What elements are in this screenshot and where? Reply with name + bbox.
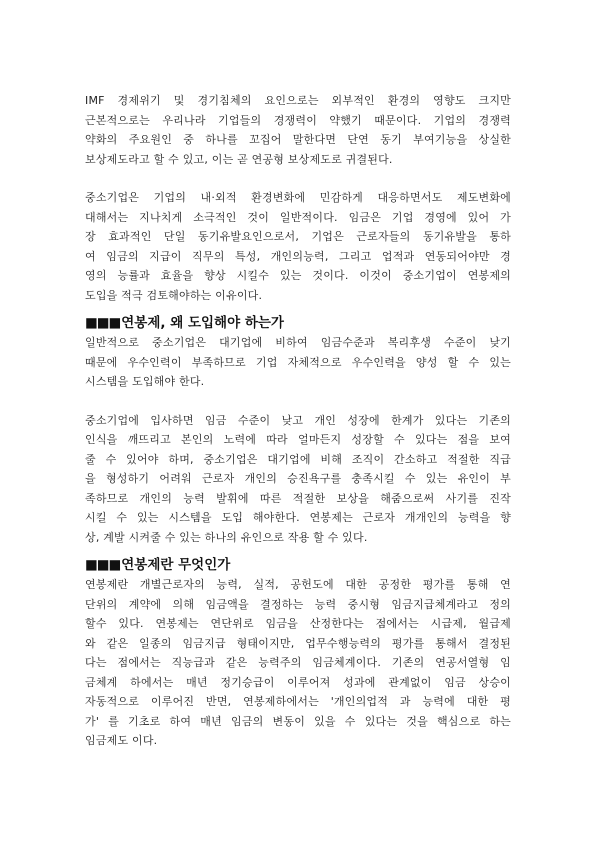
text-line: 시스템을 도입해야 한다.: [85, 375, 205, 388]
text-line: 연봉제란 개별근로자의 능력, 실적, 공헌도에 대한 공정한 평가를 통해 연: [85, 578, 511, 591]
text-line: 인식을 깨뜨리고 본인의 노력에 따라 얼마든지 성장할 수 있다는 점을 보여: [85, 433, 511, 446]
text-line: 영의 능률과 효율을 향상 시킬수 있는 것이다. 이것이 중소기업이 연봉제의: [85, 269, 511, 282]
section-title: 연봉제란 무엇인가: [121, 557, 231, 573]
text-line: 자동적으로 이루어진 반면, 연봉제하에서는 '개인의업적 과 능력에 대한 평: [85, 695, 511, 708]
text-line: 임금제도 이다.: [85, 734, 158, 747]
text-line: 보상제도라고 할 수 있고, 이는 곧 연공형 보상제도로 귀결된다.: [85, 152, 393, 166]
text-line: 상, 계발 시켜줄 수 있는 하나의 유인으로 작용 할 수 있다.: [85, 530, 368, 544]
text-line: 단위의 계약에 의해 임금액을 결정하는 능력 중시형 임금지급체계라고 정의: [85, 597, 511, 611]
text-line: 다는 점에서는 직능급과 같은 능력주의 임금체계이다. 기존의 연공서열형 임: [85, 656, 511, 669]
section-heading-why-adopt: [85, 313, 511, 333]
text-line: 금체계 하에서는 매년 정기승급이 이루어져 성과에 관계없이 임금 상승이: [85, 675, 511, 689]
text-line: IMF 경제위기 및 경기침체의 요인으로는 외부적인 환경의 영향도 크지만: [85, 94, 511, 107]
intro-paragraph-1: [85, 91, 511, 169]
text-line: 여 임금의 지급이 직무의 특성, 개인의능력, 그리고 업적과 연동되어야만 경: [85, 249, 511, 263]
text-line: 줄 수 있어야 하며, 중소기업은 대기업에 비해 조직이 간소하고 적절한 직급: [85, 452, 511, 466]
text-line: 시킬 수 있는 시스템을 도입 해야한다. 연봉제는 근로자 개개인의 능력을 향: [85, 511, 511, 524]
text-line: 중소기업은 기업의 내·외적 환경변화에 민감하게 대응하면서도 제도변화에: [85, 191, 511, 204]
text-line: 중소기업에 입사하면 임금 수준이 낮고 개인 성장에 한계가 있다는 기존의: [85, 413, 511, 427]
section-heading-what-is: [85, 555, 511, 575]
text-line: 와 같은 일종의 임금지급 형태이지만, 업무수행능력의 평가를 통해서 결정된: [85, 636, 511, 650]
text-line: 을 형성하기 어려워 근로자 개인의 승진욕구를 충족시킬 수 있는 유인이 부: [85, 472, 511, 485]
text-line: 가' 를 기초로 하여 매년 임금의 변동이 있을 수 있다는 것을 핵심으로 하는: [85, 714, 511, 728]
section-title: 연봉제, 왜 도입해야 하는가: [121, 315, 284, 331]
text-line: 근본적으로는 우리나라 기업들의 경쟁력이 약했기 때문이다. 기업의 경쟁력: [85, 113, 511, 127]
text-line: 도입을 적극 검토해야하는 이유이다.: [85, 288, 263, 302]
text-line: 일반적으로 중소기업은 대기업에 비하여 임금수준과 복리후생 수준이 낮기: [85, 336, 511, 349]
text-line: 때문에 우수인력이 부족하므로 기업 자체적으로 우수인력을 양성 할 수 있는: [85, 355, 511, 369]
section1-paragraph-2: [85, 411, 511, 548]
text-line: 대해서는 지나치게 소극적인 것이 일반적이다. 임금은 기업 경영에 있어 가: [85, 210, 511, 224]
text-line: 약화의 주요원인 중 하나를 꼬집어 말한다면 단연 동기 부여기능을 상실한: [85, 133, 511, 146]
text-line: 족하므로 개인의 능력 발휘에 따른 적절한 보상을 해줌으로써 사기를 진작: [85, 491, 511, 505]
intro-paragraph-2: [85, 188, 511, 305]
text-line: 할수 있다. 연봉제는 연단위로 임금을 산정한다는 점에서는 시급제, 월급제: [85, 617, 511, 630]
bullet-squares-icon: ■■■: [85, 315, 121, 331]
bullet-squares-icon: ■■■: [85, 557, 121, 573]
section2-paragraph-1: [85, 575, 511, 751]
document-page: [85, 91, 511, 751]
text-line: 장 효과적인 단일 동기유발요인으로서, 기업은 근로자들의 동기유발을 통하: [85, 230, 511, 243]
section1-paragraph-1: [85, 333, 511, 392]
